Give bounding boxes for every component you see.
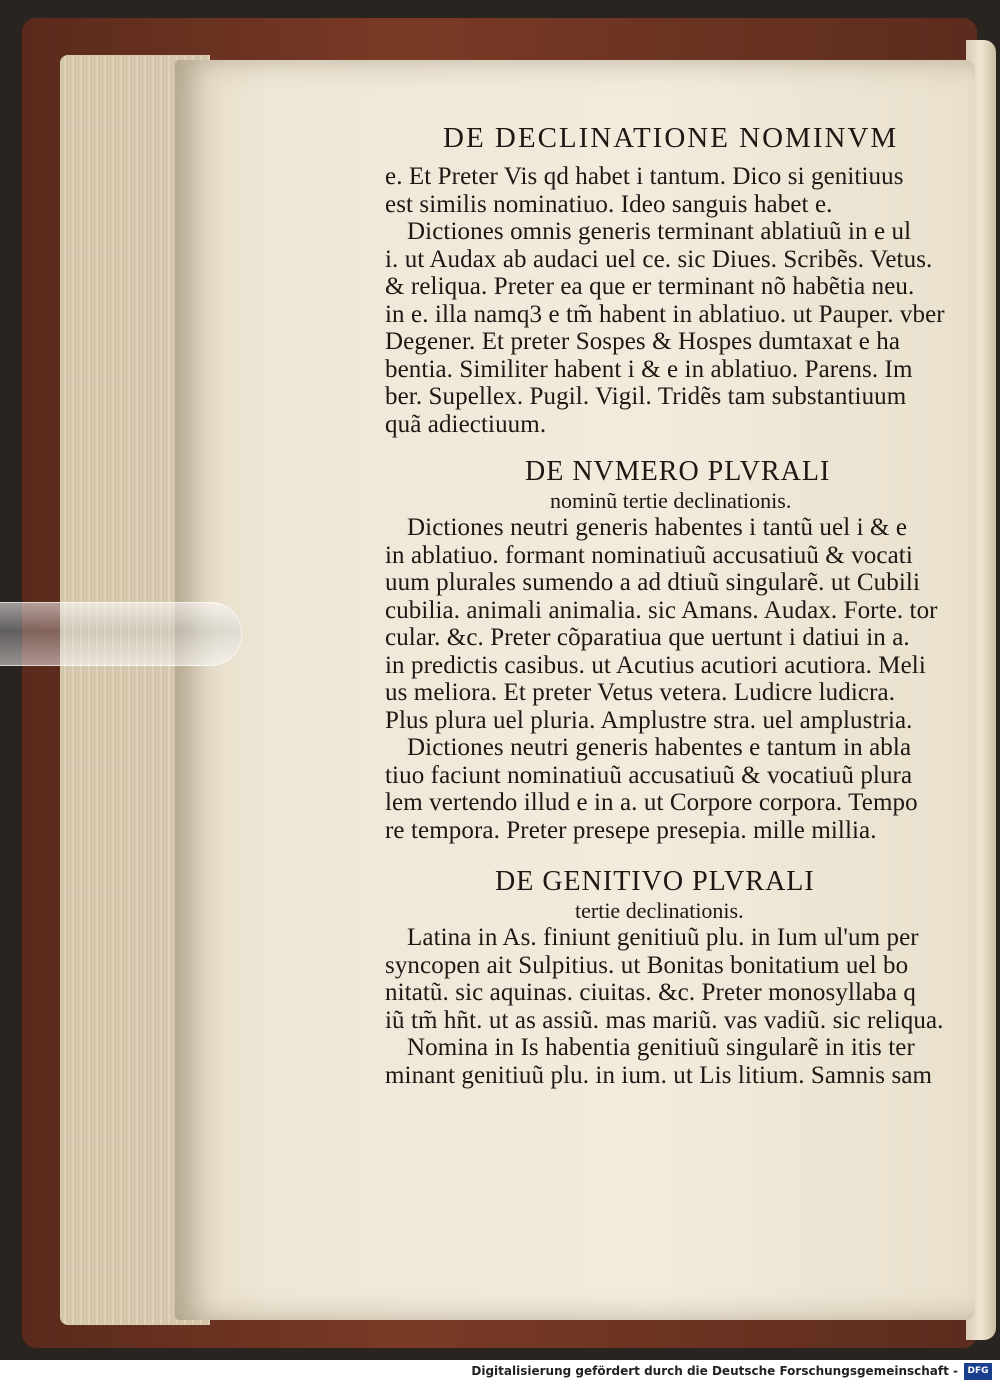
text-line: cular. &c. Preter cõparatiua que uertunt i datiui in a. [385,624,910,651]
running-head: DE DECLINATIONE NOMINVM [443,122,899,154]
text-line: us meliora. Et preter Vetus vetera. Ludicre ludicra. [385,679,896,706]
section-lines [385,163,975,438]
text-line: cubilia. animali animalia. sic Amans. Audax. Forte. tor [385,596,938,624]
text-line: & reliqua. Preter ea que er terminant nõ habẽtia neu. [385,273,915,300]
text-line: Dictiones omnis generis terminant ablatiuũ in e ul [407,218,912,245]
text-line: Nomina in Is habentia genitiuũ singularẽ in itis ter [407,1034,915,1061]
section-subheading: tertie declinationis. [575,898,744,923]
footer-credit: Digitalisierung gefördert durch die Deutsche Forschungsgemeinschaft - [471,1364,958,1378]
text-line: Dictiones neutri generis habentes e tantum in abla [407,734,912,761]
text-line: in ablatiuo. formant nominatiuũ accusatiuũ & vocati [385,541,913,569]
text-line: syncopen ait Sulpitius. ut Bonitas bonitatium uel bo [385,951,909,979]
text-line: tiuo faciunt nominatiuũ accusatiuũ & vocatiuũ plura [385,761,913,789]
text-line: in predictis casibus. ut Acutius acutiori acutiora. Meli [385,651,926,679]
section-heading: DE NVMERO PLVRALI [525,456,831,487]
footer-bar [0,1360,1000,1384]
text-line: Degener. Et preter Sospes & Hospes dumtaxat e ha [385,328,901,355]
text-line: bentia. Similiter habent i & e in ablatiuo. Parens. Im [385,355,913,383]
section-subheading: nominũ tertie declinationis. [550,488,792,513]
text-line: lem vertendo illud e in a. ut Corpore corpora. Tempo [385,789,918,816]
text-line: i. ut Audax ab audaci uel ce. sic Diues. Scribẽs. Vetus. [385,245,933,273]
section-intro [385,163,975,438]
text-line: Dictiones neutri generis habentes i tantũ uel i & e [407,514,908,541]
page-text [385,118,975,1089]
section-heading: DE GENITIVO PLVRALI [495,866,815,897]
section-lines [385,924,975,1089]
text-line: est similis nominatiuo. Ideo sanguis habet e. [385,190,833,218]
text-line: ber. Supellex. Pugil. Vigil. Tridẽs tam substantiuum [385,383,907,410]
text-line: minant genitiuũ plu. in ium. ut Lis litium. Samnis sam [385,1061,933,1089]
text-line: Plus plura uel pluria. Amplustre stra. uel amplustria. [385,706,913,734]
section-numero-plurali [385,456,975,844]
text-line: re tempora. Preter presepe presepia. mille millia. [385,816,877,844]
section-genitivo-plurali [385,866,975,1089]
text-line: Latina in As. finiunt genitiuũ plu. in Ium ul'um per [407,924,919,951]
text-line: in e. illa namq3 e tm̃ habent in ablatiuo. ut Pauper. vber [385,300,945,328]
text-line: nitatũ. sic aquinas. ciuitas. &c. Preter monosyllaba q [385,979,916,1006]
section-lines [385,514,975,844]
glass-pointer [0,602,242,666]
text-line: e. Et Preter Vis qd habet i tantum. Dico si genitiuus [385,163,904,190]
text-line: uum plurales sumendo a ad dtiuũ singularẽ. ut Cubili [385,569,920,596]
text-line: iũ tm̃ hñt. ut as assiũ. mas mariũ. vas vadiũ. sic reliqua. [385,1006,944,1034]
dfg-logo-icon: DFG [964,1363,992,1380]
text-line: quã adiectiuum. [385,410,547,438]
